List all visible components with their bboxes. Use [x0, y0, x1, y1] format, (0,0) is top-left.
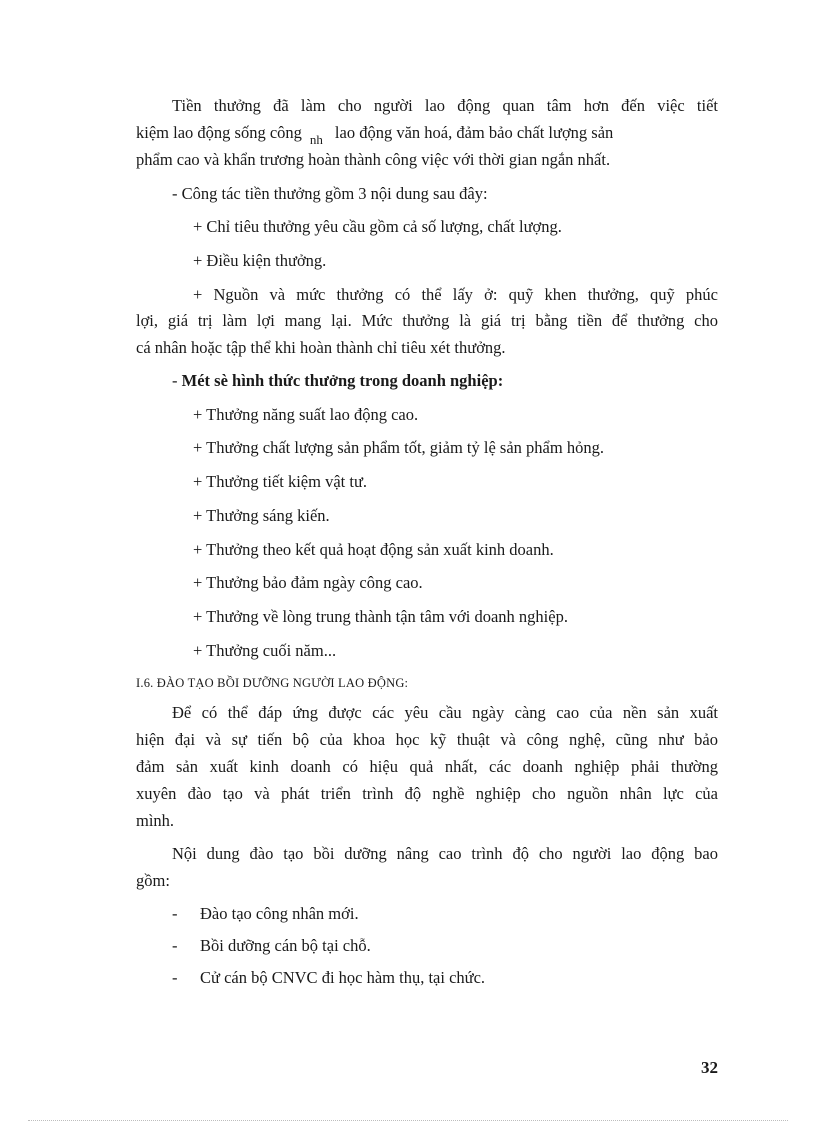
- bullet-dash: -: [172, 904, 178, 923]
- paragraph-line: Tiền thưởng đã làm cho người lao động quan tâm hơn đến việc tiết: [172, 96, 718, 115]
- bullet-dash: -: [172, 968, 178, 987]
- reward-item: + Thưởng năng suất lao động cao.: [193, 405, 419, 424]
- bullet-text: Cử cán bộ CNVC đi học hàm thụ, tại chức.: [200, 968, 486, 987]
- text-segment: lao động văn hoá, đảm bảo chất lượng sản: [334, 123, 614, 142]
- list-item: + Điều kiện thưởng.: [193, 251, 327, 270]
- paragraph-line: + Nguồn và mức thưởng có thể lấy ở: quỹ khen thưởng, quỹ phúc: [193, 285, 718, 304]
- bold-subheading: [172, 370, 754, 392]
- text-segment: kiệm lao động sống công: [136, 123, 302, 142]
- reward-item: + Thưởng bảo đảm ngày công cao.: [193, 573, 423, 592]
- reward-item: + Thưởng cuối năm...: [193, 641, 337, 660]
- reward-item: + Thưởng theo kết quả hoạt động sản xuất kinh doanh.: [193, 540, 554, 559]
- paragraph-line: lợi, giá trị làm lợi mang lại. Mức thưởng là giá trị bằng tiền để thưởng cho: [136, 311, 718, 330]
- subheading-text: Mét sè hình thức thưởng trong doanh nghiệp:: [181, 371, 504, 390]
- bullet-item: [172, 935, 754, 957]
- reward-item: + Thưởng chất lượng sản phẩm tốt, giảm tỷ lệ sản phẩm hỏng.: [193, 438, 604, 457]
- paragraph-line: xuyên đào tạo và phát triển trình độ nghề nghiệp cho nguồn nhân lực của: [136, 784, 718, 803]
- list-item: + Chỉ tiêu thưởng yêu cầu gồm cả số lượng, chất lượng.: [193, 217, 562, 236]
- paragraph-line: phẩm cao và khẩn trương hoàn thành công việc với thời gian ngắn nhất.: [136, 150, 611, 169]
- bullet-item: [172, 967, 754, 989]
- dash-marker: -: [172, 371, 182, 390]
- reward-item: + Thưởng tiết kiệm vật tư.: [193, 472, 368, 491]
- reward-item: + Thưởng sáng kiến.: [193, 506, 330, 525]
- bullet-text: Đào tạo công nhân mới.: [200, 904, 359, 923]
- page-bottom-divider: [28, 1120, 788, 1121]
- paragraph-line: mình.: [136, 811, 175, 830]
- paragraph-line: [136, 122, 718, 145]
- bullet-dash: -: [172, 936, 178, 955]
- reward-item: + Thưởng về lòng trung thành tận tâm với doanh nghiệp.: [193, 607, 568, 626]
- paragraph-line: đảm sản xuất kinh doanh có hiệu quả nhất, các doanh nghiệp phải thường: [136, 757, 718, 776]
- list-heading: - Công tác tiền thưởng gồm 3 nội dung sau đây:: [172, 184, 488, 203]
- subscript-fragment: nh: [309, 132, 323, 147]
- bullet-item: [172, 903, 754, 925]
- page-number: 32: [701, 1058, 718, 1077]
- paragraph-line: Nội dung đào tạo bồi dưỡng nâng cao trình độ cho người lao động bao: [172, 844, 718, 863]
- paragraph-line: gồm:: [136, 871, 170, 890]
- paragraph-line: cá nhân hoặc tập thể khi hoàn thành chỉ tiêu xét thưởng.: [136, 338, 506, 357]
- paragraph-line: Để có thể đáp ứng được các yêu cầu ngày càng cao của nền sản xuất: [172, 703, 718, 722]
- section-heading: I.6. ĐÀO TẠO BỒI DƯỠNG NGƯỜI LAO ĐỘNG:: [136, 676, 409, 690]
- paragraph-line: hiện đại và sự tiến bộ của khoa học kỹ thuật và công nghệ, cũng như bảo: [136, 730, 718, 749]
- bullet-text: Bồi dưỡng cán bộ tại chỗ.: [200, 936, 371, 955]
